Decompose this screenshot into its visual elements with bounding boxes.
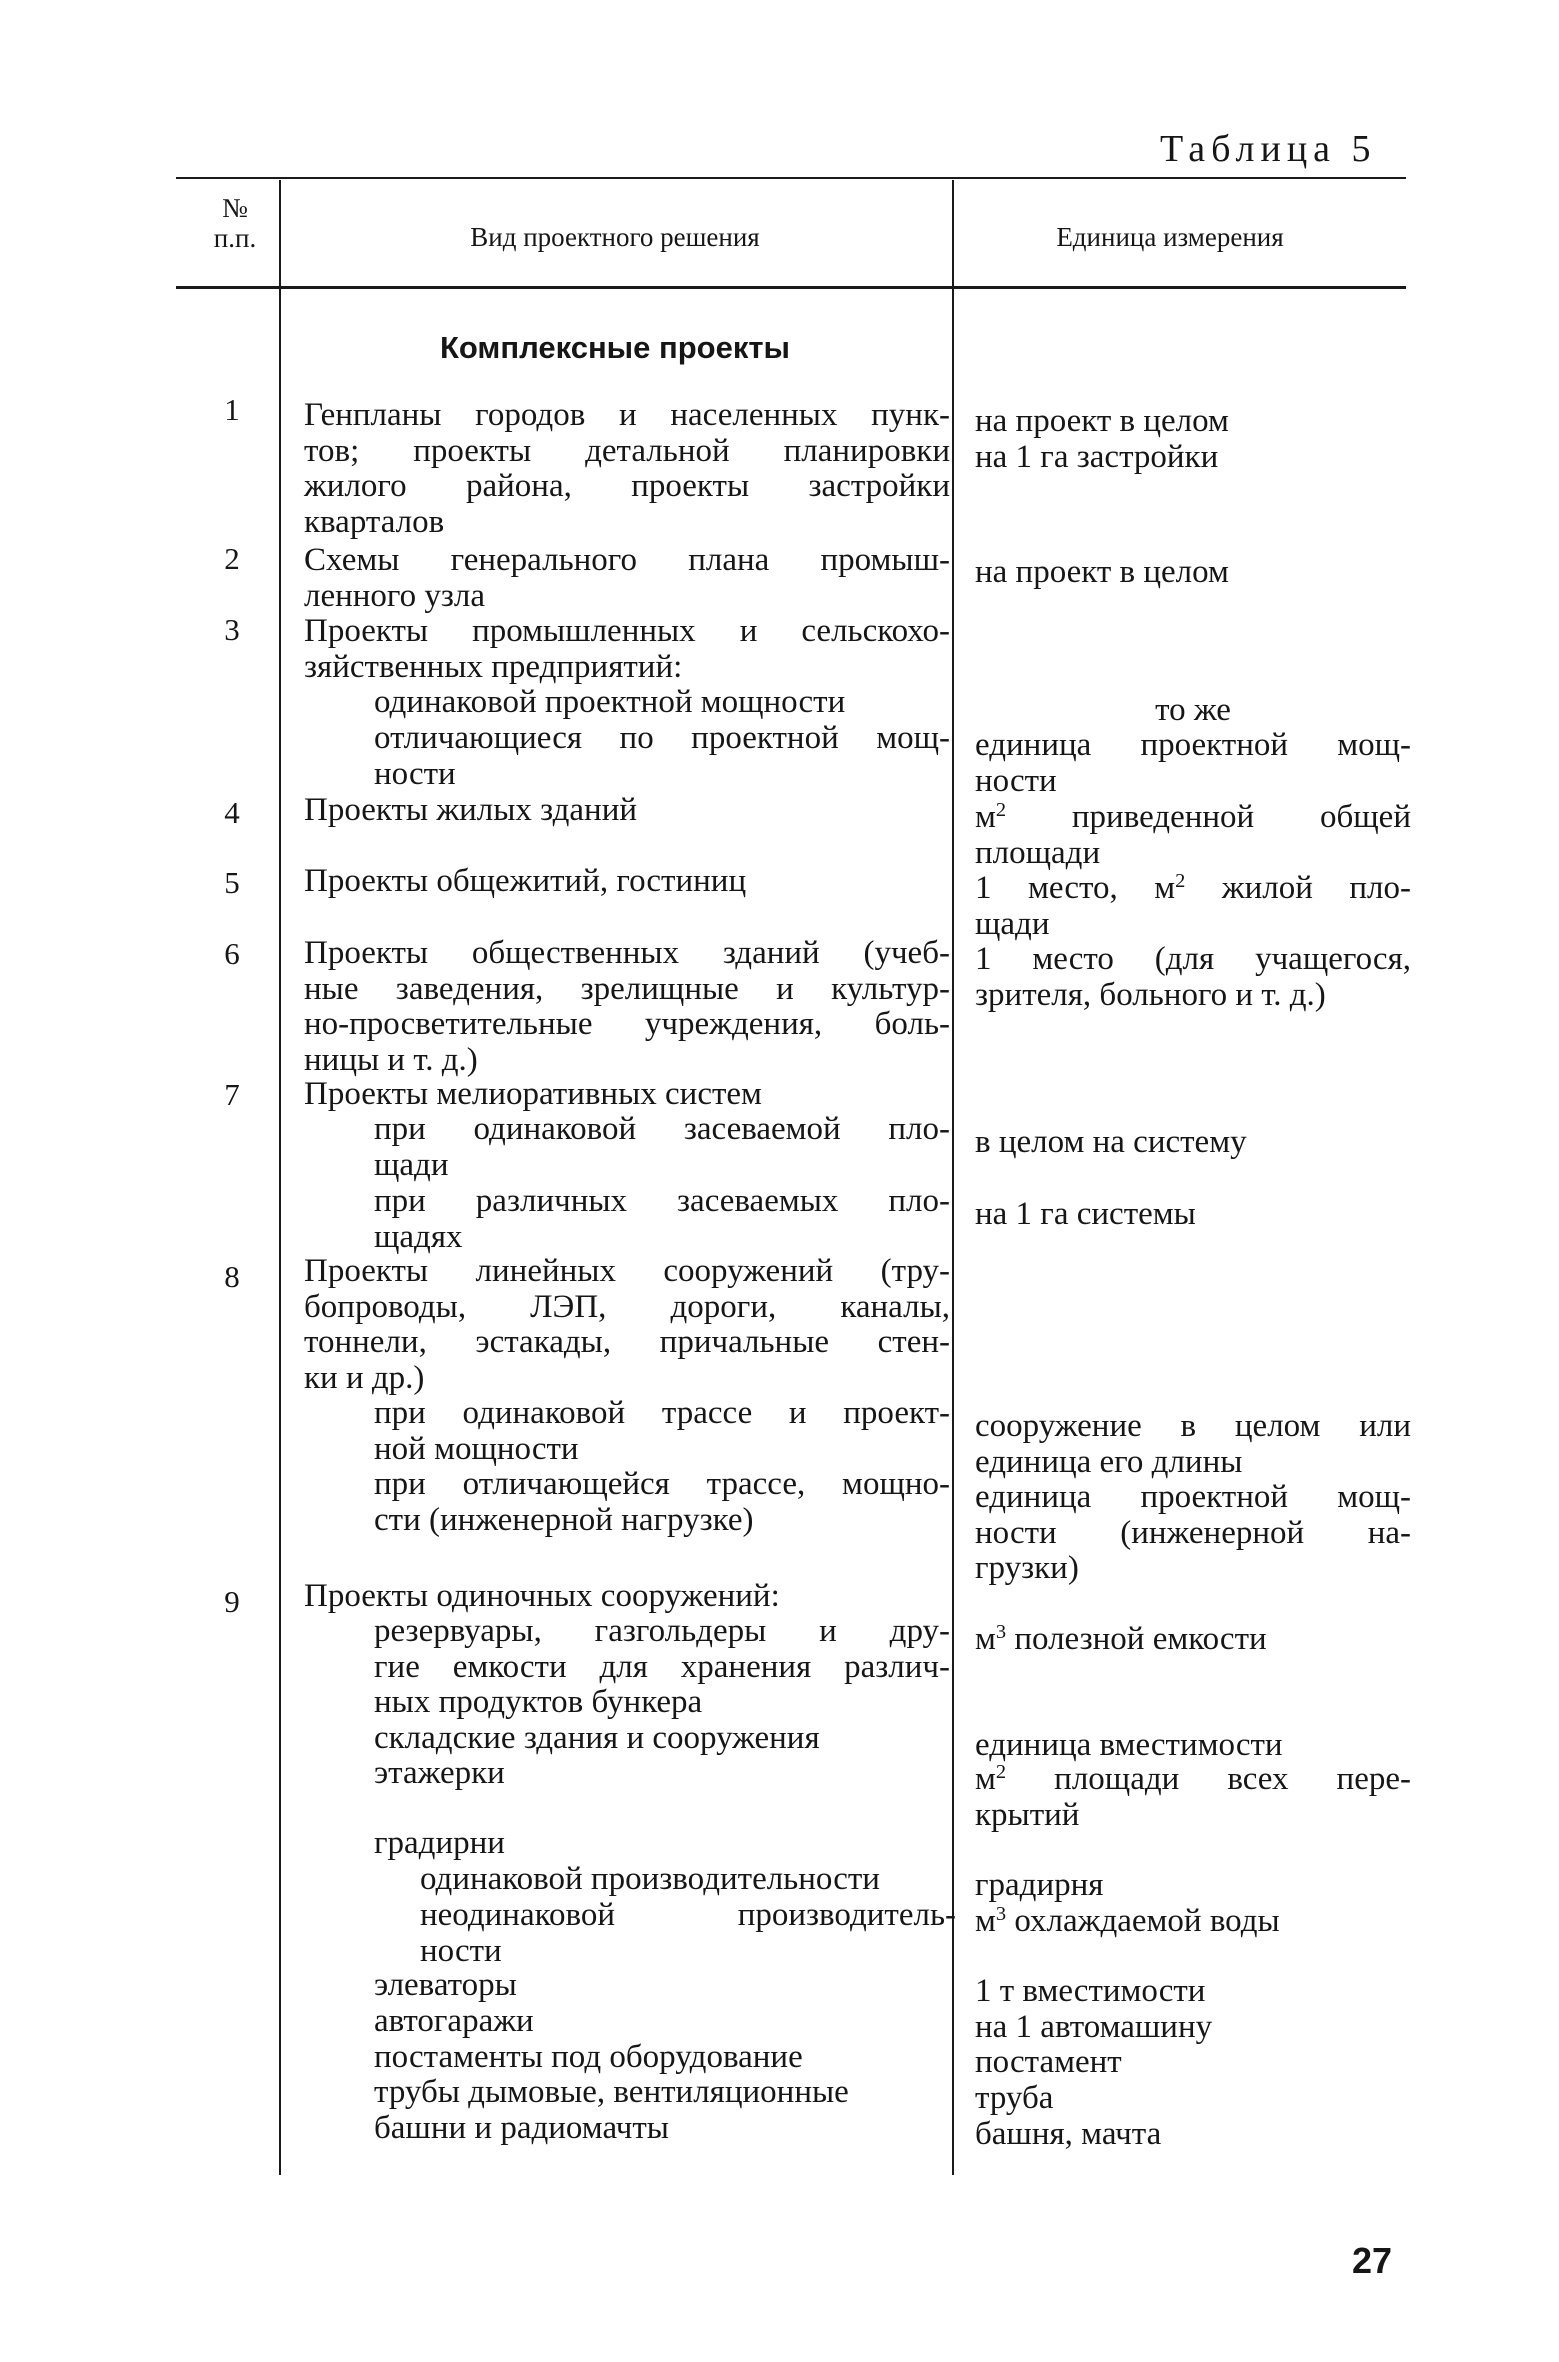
row-subitem-unit: на 1 га системы: [975, 1196, 1196, 1232]
row-subitem-unit: единица вместимости: [975, 1727, 1283, 1763]
header-number-abbrev: п.п.: [213, 223, 257, 253]
row-subitem-kind: постаменты под оборудование: [374, 2039, 803, 2075]
table-title: Таблица 5: [1160, 128, 1377, 170]
row-subitem-kind: при одинаковой трассе и проект- ной мощности: [374, 1395, 950, 1467]
row-kind: Проекты общественных зданий (учеб- ные заведения, зрелищные и культур- но-просветительные учреждения, боль- ницы и т. д.): [304, 935, 950, 1078]
row-number: 9: [224, 1584, 240, 1619]
row-subitem-kind: элеваторы: [374, 1967, 517, 2003]
row-subitem-kind: этажерки: [374, 1755, 505, 1791]
row-subitem-kind: при одинаковой засеваемой пло- щади: [374, 1111, 950, 1183]
row-subitem-unit: в целом на систему: [975, 1124, 1247, 1160]
section-title: Комплексные проекты: [439, 330, 791, 365]
row-subitem-unit: градирня: [975, 1867, 1104, 1903]
row-unit: 1 место (для учащегося, зрителя, больного и т. д.): [975, 941, 1411, 1013]
row-kind: Схемы генерального плана промыш- ленного узла: [304, 542, 950, 614]
row-number: 3: [224, 612, 240, 647]
row-unit: на проект в целом: [975, 554, 1229, 590]
row-subitem-unit: постамент: [975, 2044, 1122, 2080]
row-kind: Проекты жилых зданий: [304, 792, 638, 828]
row-subitem-kind: отличающиеся по проектной мощ- ности: [374, 720, 950, 792]
row-subitem-kind: башни и радиомачты: [374, 2110, 669, 2146]
row-subitem-kind: автогаражи: [374, 2003, 534, 2039]
row-subitem-unit: единица проектной мощ- ности: [975, 727, 1411, 799]
row-subitem-unit: 1 т вместимости: [975, 1973, 1206, 2009]
row-subitem-unit: $м^3$ полезной емкости: [975, 1620, 1267, 1657]
table-top-rule: [176, 177, 1406, 179]
row-kind: Проекты промышленных и сельскохо- зяйственных предприятий:: [304, 613, 950, 685]
row-subitem-kind: складские здания и сооружения: [374, 1720, 820, 1756]
row-number: 5: [224, 865, 240, 900]
row-subitem-kind: при отличающейся трассе, мощно- сти (инженерной нагрузке): [374, 1466, 950, 1538]
row-unit: на проект в целом на 1 га застройки: [975, 403, 1229, 475]
header-bottom-rule: [176, 286, 1406, 289]
row-subitem-kind: при различных засеваемых пло- щадях: [374, 1183, 950, 1255]
row-unit: 1 место, $м^2$ жилой пло- щади: [975, 869, 1411, 942]
row-subitem-unit: на 1 автомашину: [975, 2009, 1213, 2045]
row-kind: Проекты мелиоративных систем: [304, 1076, 762, 1112]
row-unit: $м^2$ приведенной общей площади: [975, 798, 1411, 871]
row-subitem-unit: $м^2$ площади всех пере- крытий: [975, 1760, 1411, 1833]
row-subitem-kind: резервуары, газгольдеры и дру- гие емкости для хранения различ- ных продуктов бункера: [374, 1613, 950, 1720]
row-subitem-unit: сооружение в целом или единица его длины: [975, 1408, 1411, 1480]
row-number: 1: [224, 392, 240, 427]
row-subitem-unit: единица проектной мощ- ности (инженерной на- грузки): [975, 1479, 1411, 1586]
row-subitem-unit: башня, мачта: [975, 2116, 1162, 2152]
row-subitem-unit: то же: [1155, 692, 1231, 728]
row-kind: Проекты одиночных сооружений:: [304, 1578, 780, 1614]
row-subitem-kind: трубы дымовые, вентиляционные: [374, 2074, 849, 2110]
row-kind: Проекты общежитий, гостиниц: [304, 863, 747, 899]
row-subitem-kind: одинаковой проектной мощности: [374, 684, 846, 720]
row-subitem-kind: одинаковой производительности: [420, 1861, 880, 1897]
row-subitem-unit: труба: [975, 2080, 1054, 2116]
header-unit-column: Единица измерения: [1056, 222, 1284, 252]
header-number-column: [200, 193, 270, 253]
row-number: 7: [224, 1077, 240, 1112]
row-number: 8: [224, 1259, 240, 1294]
row-subitem-unit: $м^3$ охлаждаемой воды: [975, 1902, 1280, 1939]
row-kind: Генпланы городов и населенных пунк- тов; проекты детальной планировки жилого района, проекты застройки кварталов: [304, 397, 950, 540]
header-kind-column: Вид проектного решения: [470, 222, 760, 252]
row-subitem-kind: градирни: [374, 1825, 505, 1861]
page-number: 27: [1352, 2240, 1393, 2281]
row-subitem-kind: неодинаковой производитель- ности: [420, 1897, 956, 1969]
row-kind: Проекты линейных сооружений (тру- бопроводы, ЛЭП, дороги, каналы, тоннели, эстакады, причальные стен- ки и др.): [304, 1253, 950, 1396]
column-divider-left: [279, 180, 281, 2175]
header-number-sign: №: [222, 193, 248, 223]
row-number: 6: [224, 936, 240, 971]
row-number: 4: [224, 795, 240, 830]
row-number: 2: [224, 541, 240, 576]
